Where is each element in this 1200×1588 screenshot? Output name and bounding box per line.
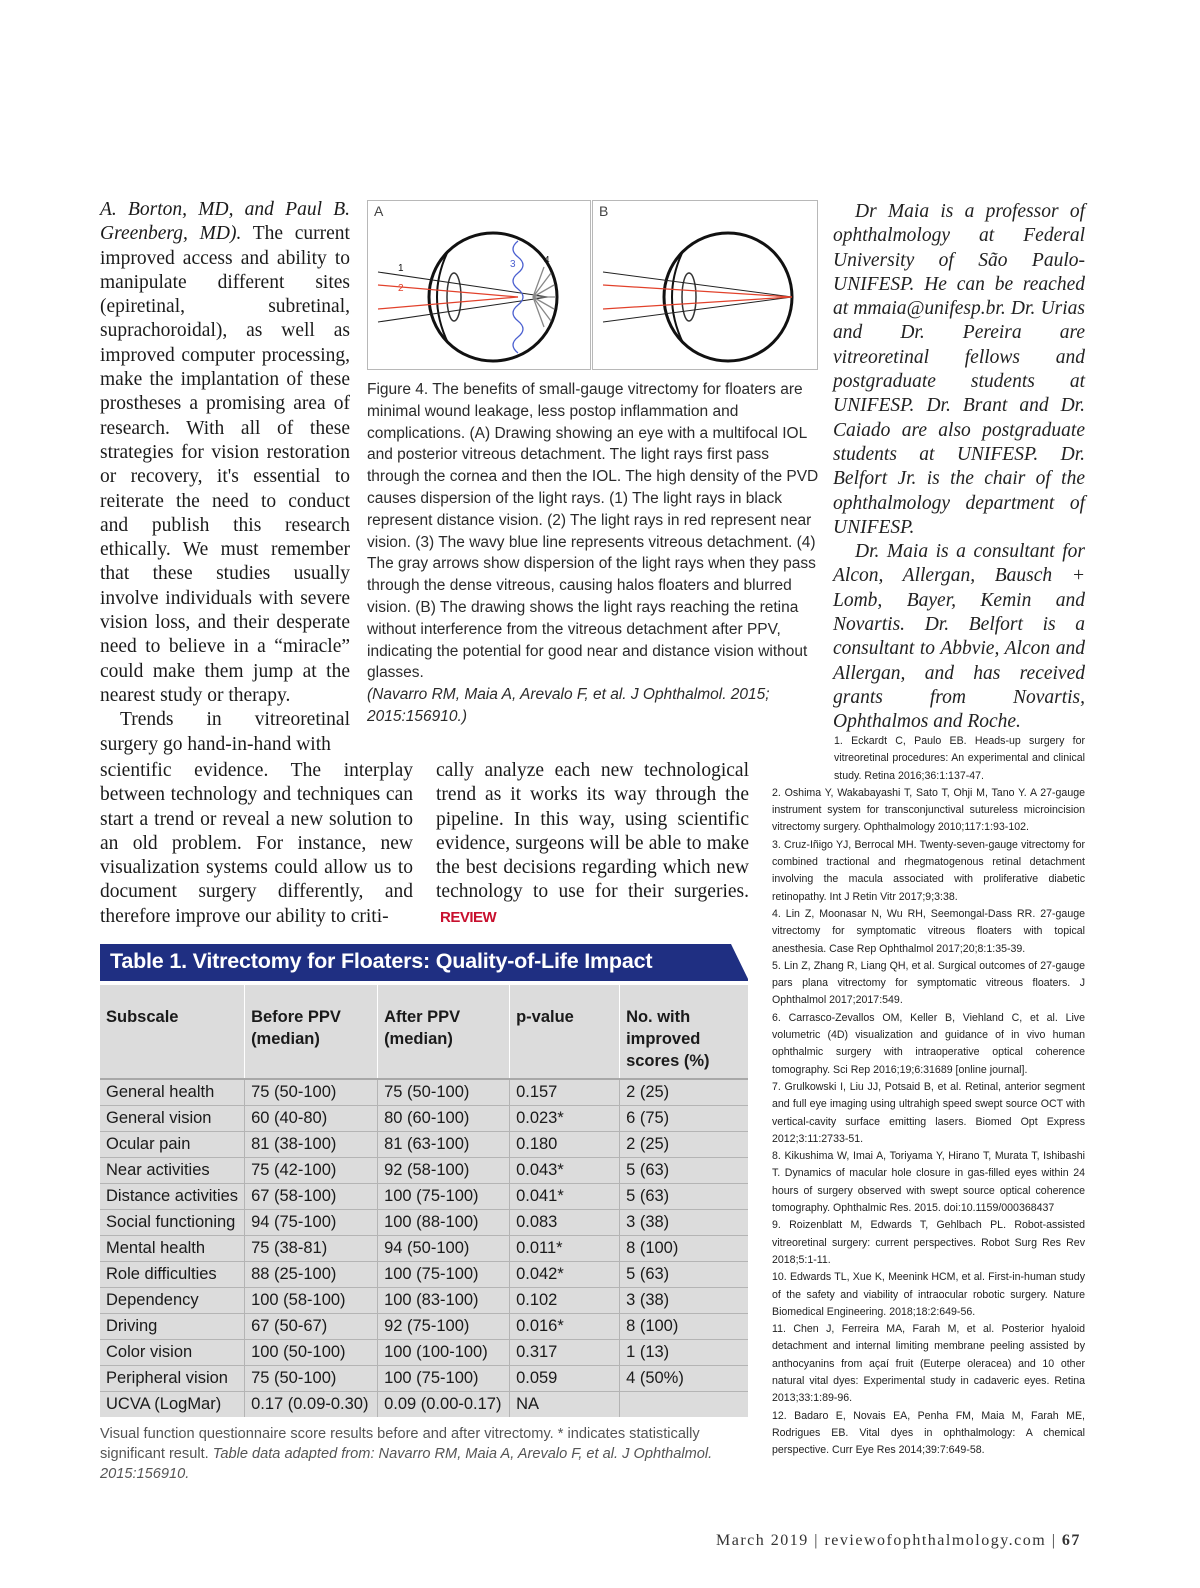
table-cell: 100 (83-100) [378,1288,510,1314]
table-row [100,1210,748,1236]
table-row [100,1392,748,1418]
table-cell: 100 (75-100) [378,1262,510,1288]
reference-item: 9. Roizenblatt M, Edwards T, Gehlbach PL. Robot-assisted vitreoretinal surgery: current perspectives. Robot Surg Res Rev 2018;5:1-11. [772,1219,1085,1266]
table-cell: 100 (88-100) [378,1210,510,1236]
column-header: Before PPV (median) [245,985,378,1079]
table-cell: 81 (38-100) [245,1132,378,1158]
column-header: p-value [510,985,620,1079]
page-footer [716,1532,1081,1550]
table-cell: 8 (100) [620,1236,748,1262]
table-row [100,1314,748,1340]
table-cell: Distance activities [100,1184,245,1210]
body-text-1: The current improved access and ability to manipulate different sites (epiretinal, subretinal, suprachoroidal), as well as improved computer processing, make the implantation of these prostheses a promising area of research. With all of these strategies for vision restoration or recovery, it's essential to reiterate the need to conduct and publish this research ethically. We must remember that these studies usually involve individuals with severe vision loss, and their desperate need to believe in a “miracle” could make them jump at the nearest study or therapy. [100,223,350,706]
table-cell: 0.09 (0.00-0.17) [378,1392,510,1418]
table-title: Table 1. Vitrectomy for Floaters: Quality-of-Life Impact [110,949,653,973]
table-row [100,1132,748,1158]
reference-item: 6. Carrasco-Zevallos OM, Keller B, Viehland C, et al. Live volumetric (4D) visualization and guidance of in vivo human ophthalmic surgery with intraoperative optical coherence tomography. Sci Rep 2016;19;6:31689 [online journal]. [772,1011,1085,1076]
reference-item: 8. Kikushima W, Imai A, Toriyama Y, Hirano T, Murata T, Ishibashi T. Dynamics of macular hole closure in gas-filled eyes within 24 hours of surgery observed with swept source optical coherence tomography. Ophthalmic Res. 2015. doi:10.1159/000368437 [772,1150,1085,1215]
column-header: No. with improved scores (%) [620,985,748,1079]
table-container [100,985,748,1417]
table-cell: 75 (50-100) [245,1079,378,1106]
table-cell: 92 (58-100) [378,1158,510,1184]
table-cell: 5 (63) [620,1262,748,1288]
table-row [100,1079,748,1106]
footer-text: March 2019 | reviewofophthalmology.com | [716,1532,1057,1549]
table-cell: 92 (75-100) [378,1314,510,1340]
table-cell: Ocular pain [100,1132,245,1158]
reference-item: 1. Eckardt C, Paulo EB. Heads-up surgery for vitreoretinal procedures: An experimental and clinical study. Retina 2016;36:1:137-47. [834,735,1085,782]
left-body-column [100,198,350,757]
left-body-paragraph-2: Trends in vitreoretinal surgery go hand-in-hand with [100,709,350,755]
table-row [100,1236,748,1262]
table-cell: 5 (63) [620,1158,748,1184]
lower-body-right [436,759,749,930]
figure-citation: (Navarro RM, Maia A, Arevalo F, et al. J Ophthalmol. 2015; 2015:156910.) [367,686,770,725]
table-cell: 0.157 [510,1079,620,1106]
figure-caption-text: Figure 4. The benefits of small-gauge vitrectomy for floaters are minimal wound leakage, less postop inflammation and complications. (A) Drawing showing an eye with a multifocal IOL and posterior vitreous detachment. The light rays first pass through the cornea and then the IOL. The high density of the PVD causes dispersion of the light rays. (1) The light rays in black represent distance vision. (2) The light rays in red represent near vision. (3) The wavy blue line represents vitreous detachment. (4) The gray arrows show dispersion of the light rays when they pass through the dense vitreous, causing halos floaters and blurred vision. (B) The drawing shows the light rays reaching the retina without interference from the vitreous detachment after PPV, indicating the potential for good near and distance vision without glasses. [367,381,819,682]
marker-4: 4 [544,255,550,266]
table-cell: 0.016* [510,1314,620,1340]
table-cell: 75 (42-100) [245,1158,378,1184]
table-cell: 67 (50-67) [245,1314,378,1340]
author-byline: A. Borton, MD, and Paul B. Greenberg, MD). [100,199,350,245]
marker-2: 2 [398,283,404,294]
references-list [772,733,1085,1459]
table-cell: 0.042* [510,1262,620,1288]
table-cell: 88 (25-100) [245,1262,378,1288]
reference-item: 10. Edwards TL, Xue K, Meenink HCM, et al. First-in-human study of the safety and viability of intraocular robotic surgery. Nature Biomedical Engineering. 2018;18:2:649-56. [772,1271,1085,1318]
table-cell: 6 (75) [620,1106,748,1132]
table-cell: 4 (50%) [620,1366,748,1392]
table-cell: General vision [100,1106,245,1132]
table-cell [620,1392,748,1418]
table-cell: Driving [100,1314,245,1340]
figure-panel-b [592,200,818,370]
table-cell: Mental health [100,1236,245,1262]
table-cell: 2 (25) [620,1132,748,1158]
eye-diagram-a [368,201,590,369]
author-note-column [833,200,1085,735]
table-cell: 100 (100-100) [378,1340,510,1366]
left-body-paragraph-1 [100,198,350,708]
reference-item: 4. Lin Z, Moonasar N, Wu RH, Seemongal-Dass RR. 27-gauge vitrectomy for symptomatic vitreous floaters with topical anesthesia. Case Rep Ophthalmol 2017;20;8:1:35-39. [772,907,1085,955]
figure-4 [367,200,817,370]
figure-caption [367,379,819,728]
table-cell: 0.043* [510,1158,620,1184]
column-header: Subscale [106,1008,179,1026]
table-cell: 0.102 [510,1288,620,1314]
figure-panel-a [367,200,591,370]
table-cell: 0.180 [510,1132,620,1158]
table-cell: 75 (38-81) [245,1236,378,1262]
reference-item: 7. Grulkowski I, Liu JJ, Potsaid B, et al. Retinal, anterior segment and full eye imaging using ultrahigh speed swept source OCT with vertical-cavity surface emitting lasers. Biomed Opt Express 2012;3:11:2733-51. [772,1080,1085,1145]
table-row [100,1366,748,1392]
marker-3: 3 [510,259,516,270]
table-cell: 2 (25) [620,1079,748,1106]
table-cell: 100 (58-100) [245,1288,378,1314]
author-note-paragraph-2: Dr. Maia is a consultant for Alcon, Allergan, Bausch + Lomb, Bayer, Kemin and Novartis. Dr. Belfort is a consultant to Abbvie, Alcon and Allergan, and has received grants from Novartis, Ophthalmos and Roche. [833,541,1085,733]
reference-item: 2. Oshima Y, Wakabayashi T, Sato T, Ohji M, Tano Y. A 27-gauge instrument system for transconjunctival sutureless microincision vitrectomy surgery. Ophthalmology 2010;117:1:93-102. [772,786,1085,834]
table-cell: 94 (50-100) [378,1236,510,1262]
table-cell: 0.17 (0.09-0.30) [245,1392,378,1418]
page-number: 67 [1061,1532,1081,1549]
table-cell: General health [100,1079,245,1106]
table-cell: Near activities [100,1158,245,1184]
panel-b-label: B [599,203,609,219]
review-end-mark: REVIEW [440,908,497,926]
table-cell: 0.023* [510,1106,620,1132]
table-caption [100,1424,752,1484]
reference-item: 11. Chen J, Ferreira MA, Farah M, et al. Posterior hyaloid detachment and internal limiting membrane peeling assisted by anthocyanins from açaí fruit (Euterpe oleracea) and 10 other natural vital dyes: Experimental study in cadaveric eyes. Retina 2013;33:1:89-96. [772,1323,1085,1405]
table-cell: NA [510,1392,620,1418]
table-cell: UCVA (LogMar) [100,1392,245,1418]
table-cell: 94 (75-100) [245,1210,378,1236]
table-row [100,1288,748,1314]
table-cell: 100 (75-100) [378,1184,510,1210]
table-caption-text: Visual function questionnaire score results before and after vitrectomy. * indicates statistically significant result. [100,1426,700,1462]
table-cell: 0.083 [510,1210,620,1236]
table-cell: Color vision [100,1340,245,1366]
table-cell: 100 (50-100) [245,1340,378,1366]
table-body [100,1079,748,1417]
table-cell: 100 (75-100) [378,1366,510,1392]
table-cell: 0.317 [510,1340,620,1366]
table-cell: 67 (58-100) [245,1184,378,1210]
table-cell: 80 (60-100) [378,1106,510,1132]
table-cell: Role difficulties [100,1262,245,1288]
panel-a-label: A [374,203,384,219]
table-row [100,1106,748,1132]
table-cell: Peripheral vision [100,1366,245,1392]
table-cell: 75 (50-100) [378,1079,510,1106]
table-cell: 8 (100) [620,1314,748,1340]
column-header: After PPV (median) [378,985,510,1079]
table-cell: 60 (40-80) [245,1106,378,1132]
table-citation: Table data adapted from: Navarro RM, Maia A, Arevalo F, et al. J Ophthalmol. 2015:156910. [100,1446,713,1482]
eye-diagram-b [593,201,817,369]
table-row [100,1184,748,1210]
qol-table [100,985,748,1417]
lower-body-right-text: cally analyze each new technological trend as it works its way through the pipeline. In this way, using scientific evidence, surgeons will be able to make the best decisions regarding which new technology to use for their surgeries. [436,760,749,903]
table-cell: 1 (13) [620,1340,748,1366]
table-cell: 5 (63) [620,1184,748,1210]
table-row [100,1158,748,1184]
table-cell: 3 (38) [620,1288,748,1314]
table-cell: 0.041* [510,1184,620,1210]
table-cell: Social functioning [100,1210,245,1236]
table-cell: 0.011* [510,1236,620,1262]
reference-item: 5. Lin Z, Zhang R, Liang QH, et al. Surgical outcomes of 27-gauge pars plana vitrectomy for symptomatic vitreous floaters. J Ophthalmol 2017;2017:549. [772,959,1085,1007]
table-cell: 0.059 [510,1366,620,1392]
table-row [100,1262,748,1288]
lower-body-left: scientific evidence. The interplay between technology and techniques can start a trend or reveal a new solution to an old problem. For instance, new visualization systems could allow us to document surgery differently, and therefore improve our ability to criti- [100,760,413,927]
table-title-bar [100,944,748,981]
reference-item: 3. Cruz-Iñigo YJ, Berrocal MH. Twenty-seven-gauge vitrectomy for combined tractional and rhegmatogenous retinal detachment involving the macula associated with proliferative diabetic retinopathy. Int J Retin Vitr 2017;9;3:38. [772,838,1085,903]
marker-1: 1 [398,263,404,274]
table-cell: 3 (38) [620,1210,748,1236]
table-cell: Dependency [100,1288,245,1314]
table-cell: 81 (63-100) [378,1132,510,1158]
author-note-paragraph-1: Dr Maia is a professor of ophthalmology at Federal University of São Paulo-UNIFESP. He can be reached at mmaia@unifesp.br. Dr. Urias and Dr. Pereira are vitreoretinal fellows and postgraduate students at UNIFESP. Dr. Brant and Dr. Caiado are also postgraduate students at UNIFESP. Dr. Belfort Jr. is the chair of the ophthalmology department of UNIFESP. [833,201,1085,538]
table-row [100,1340,748,1366]
table-cell: 75 (50-100) [245,1366,378,1392]
reference-item: 12. Badaro E, Novais EA, Penha FM, Maia M, Farah ME, Rodrigues EB. Vital dyes in ophthalmology: A chemical perspective. Curr Eye Res 2014;39:7:649-58. [772,1409,1085,1457]
